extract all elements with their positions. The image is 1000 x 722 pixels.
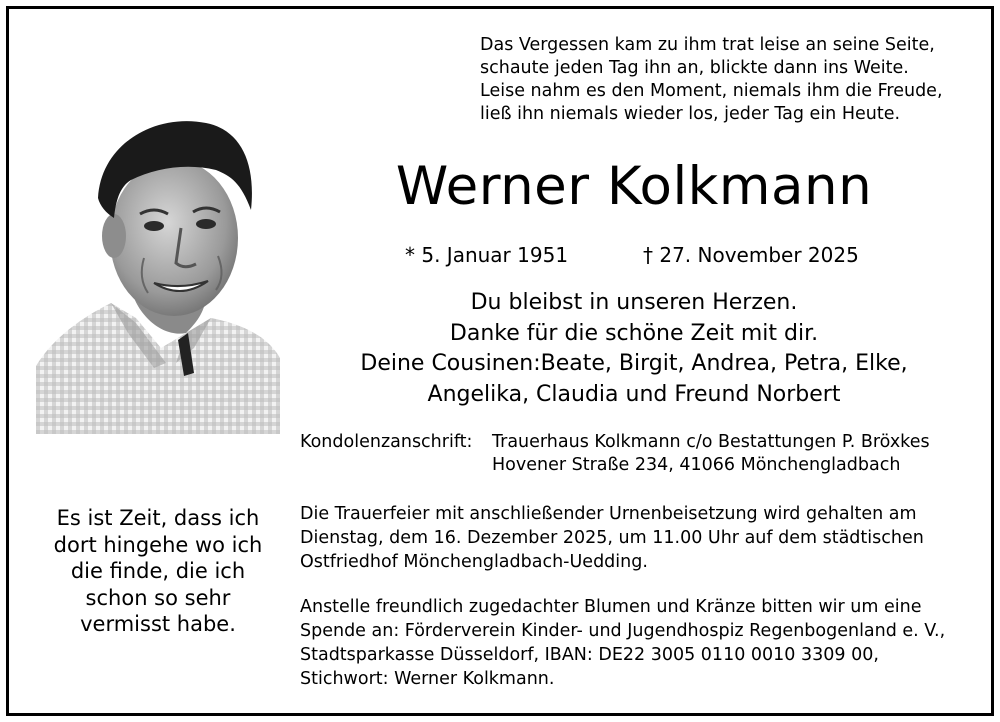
quote-line: vermisst habe. bbox=[80, 612, 236, 636]
quote-line: schon so sehr bbox=[85, 585, 231, 610]
quote bbox=[38, 505, 278, 638]
portrait-photo bbox=[36, 118, 280, 434]
closing-line: Deine Cousinen:Beate, Birgit, Andrea, Petra, Elke, bbox=[360, 351, 908, 376]
poem-line: Das Vergessen kam zu ihm trat leise an seine Seite, bbox=[480, 35, 935, 55]
donation-line: Anstelle freundlich zugedachter Blumen und Kränze bitten wir um eine bbox=[300, 597, 922, 617]
donation-line: Stadtsparkasse Düsseldorf, IBAN: DE22 3005 0110 0010 3309 00, bbox=[300, 645, 879, 665]
condolence-address-line: Hovener Straße 234, 41066 Mönchengladbach bbox=[492, 455, 901, 475]
poem-line: ließ ihn niemals wieder los, jeder Tag ein Heute. bbox=[480, 104, 901, 124]
quote-line: die finde, die ich bbox=[70, 559, 246, 583]
quote-line: dort hingehe wo ich bbox=[53, 532, 263, 557]
death-date: † 27. November 2025 bbox=[643, 243, 859, 267]
closing-words bbox=[330, 288, 938, 410]
poem-line: schaute jeden Tag ihn an, blickte dann ins Weite. bbox=[480, 58, 909, 78]
birth-date: * 5. Januar 1951 bbox=[405, 243, 569, 267]
closing-line: Danke für die schöne Zeit mit dir. bbox=[449, 320, 819, 346]
closing-line: Angelika, Claudia und Freund Norbert bbox=[427, 381, 841, 407]
funeral-paragraph bbox=[300, 502, 966, 574]
donation-line: Spende an: Förderverein Kinder- und Jugendhospiz Regenbogenland e. V., bbox=[300, 621, 946, 641]
funeral-line: Dienstag, dem 16. Dezember 2025, um 11.00 Uhr auf dem städtischen bbox=[300, 528, 924, 548]
closing-line: Du bleibst in unseren Herzen. bbox=[470, 290, 798, 315]
donation-paragraph bbox=[300, 595, 966, 691]
funeral-line: Ostfriedhof Mönchengladbach-Uedding. bbox=[300, 552, 648, 572]
funeral-line: Die Trauerfeier mit anschließender Urnenbeisetzung wird gehalten am bbox=[300, 504, 917, 524]
condolence-label: Kondolenzanschrift: bbox=[300, 432, 473, 452]
deceased-name: Werner Kolkmann bbox=[395, 156, 873, 217]
poem bbox=[480, 34, 980, 126]
donation-line: Stichwort: Werner Kolkmann. bbox=[300, 669, 555, 689]
condolence-address-line: Trauerhaus Kolkmann c/o Bestattungen P. Bröxkes bbox=[492, 432, 930, 452]
poem-line: Leise nahm es den Moment, niemals ihm die Freude, bbox=[480, 81, 943, 101]
quote-line: Es ist Zeit, dass ich bbox=[56, 506, 260, 530]
